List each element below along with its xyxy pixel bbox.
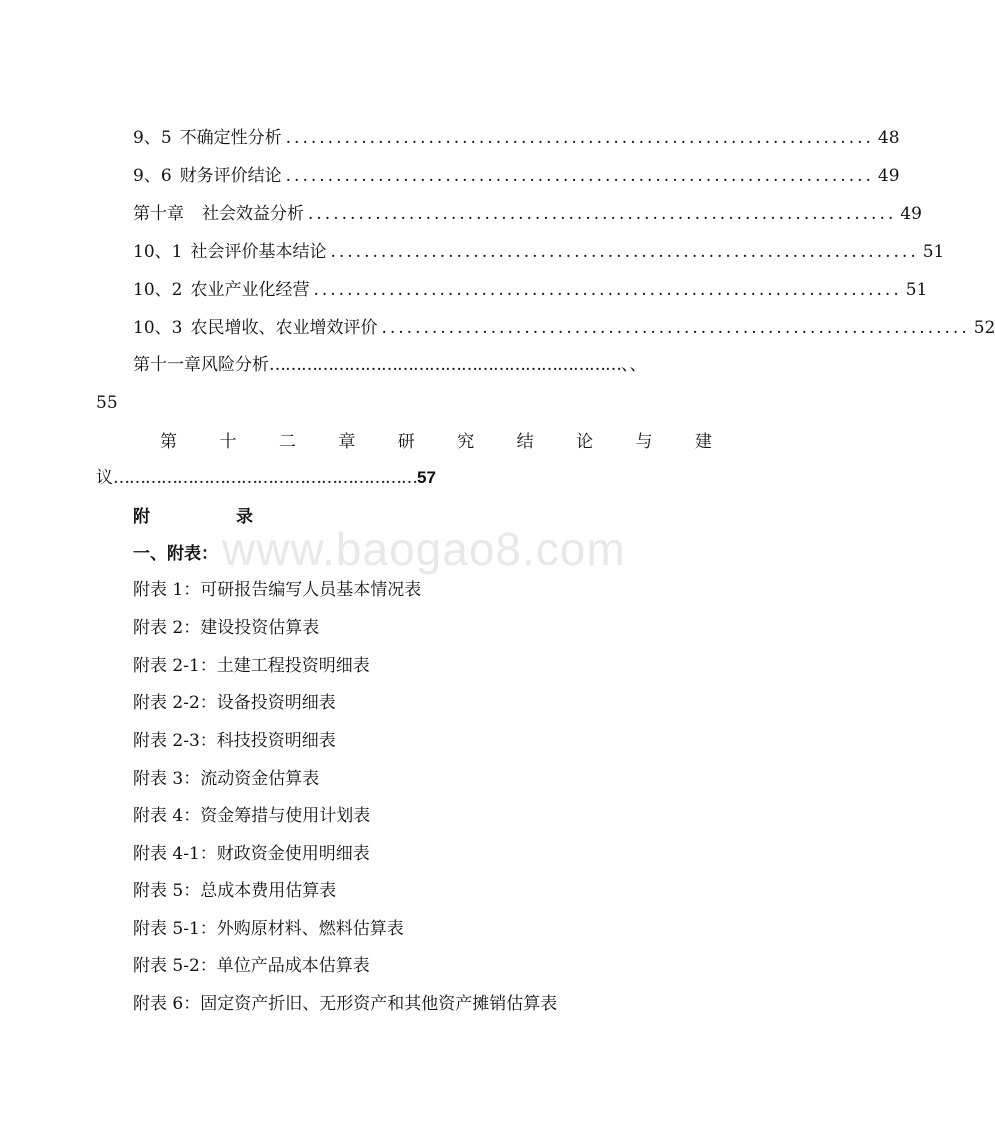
toc-page-number: 48 (877, 128, 900, 148)
toc-title: 社会效益分析 (202, 204, 304, 224)
toc-title-char: 建 (694, 432, 712, 452)
toc-entry[interactable] (133, 279, 928, 301)
toc-title: 农民增收、农业增效评价 (190, 318, 378, 338)
toc-leader: ...................................................................... (285, 128, 874, 148)
toc-title: 社会评价基本结论 (190, 242, 327, 262)
toc-leader: ...................................................................... (308, 204, 897, 224)
appendix-item[interactable]: 附表 4-1：财政资金使用明细表 (133, 844, 370, 864)
toc-entry[interactable] (133, 241, 945, 263)
watermark: www.baogao8.com (222, 523, 626, 575)
toc-page-number: 55 (96, 393, 118, 413)
toc-entry[interactable] (133, 127, 900, 149)
appendix-item[interactable]: 附表 2-2：设备投资明细表 (133, 693, 336, 713)
appendix-heading-right: 录 (236, 507, 253, 527)
toc-page-number: 51 (905, 280, 928, 300)
toc-title: 农业产业化经营 (190, 280, 310, 300)
toc-title-char: 研 (397, 432, 415, 452)
toc-title: 不确定性分析 (179, 128, 282, 148)
toc-leader: ...................................................................... (313, 280, 902, 300)
appendix-item[interactable]: 附表 5-1：外购原材料、燃料估算表 (133, 919, 404, 939)
toc-title-char: 结 (516, 432, 534, 452)
toc-title-char: 二 (278, 432, 296, 452)
appendix-item[interactable]: 附表 2-1：土建工程投资明细表 (133, 656, 370, 676)
toc-number: 9、5 (133, 128, 172, 148)
appendix-item[interactable]: 附表 2-3：科技投资明细表 (133, 731, 336, 751)
toc-title: 第十一章风险分析 (133, 355, 269, 375)
appendix-item[interactable]: 附表 4：资金筹措与使用计划表 (133, 806, 371, 826)
appendix-heading (133, 506, 253, 528)
toc-page-number: 57 (417, 468, 436, 487)
toc-entry[interactable] (133, 317, 995, 339)
toc-leader-tail: 、、 (621, 355, 647, 375)
toc-title-char: 章 (338, 432, 356, 452)
toc-entry[interactable] (133, 203, 922, 225)
appendix-item[interactable]: 附表 6：固定资产折旧、无形资产和其他资产摊销估算表 (133, 994, 558, 1014)
toc-title-char: 第 (160, 432, 177, 452)
appendix-item[interactable]: 附表 5：总成本费用估算表 (133, 881, 337, 901)
toc-number: 10、1 (133, 242, 183, 262)
toc-title-char: 与 (635, 432, 653, 452)
toc-page-number: 49 (900, 204, 922, 224)
toc-entry-chapter-12[interactable] (160, 431, 712, 453)
appendix-item[interactable]: 附表 1：可研报告编写人员基本情况表 (133, 580, 422, 600)
appendix-item[interactable]: 附表 3：流动资金估算表 (133, 769, 320, 789)
toc-number: 10、3 (133, 318, 183, 338)
appendix-item[interactable]: 附表 2：建设投资估算表 (133, 618, 320, 638)
toc-entry-chapter-11[interactable] (133, 354, 710, 376)
toc-leader: ………………………………………………………… (269, 355, 621, 375)
appendix-heading-left: 附 (133, 507, 150, 527)
appendix-section-title: 一、附表： (133, 544, 218, 564)
appendix-item[interactable]: 附表 5-2：单位产品成本估算表 (133, 956, 370, 976)
toc-title: 财务评价结论 (179, 166, 282, 186)
toc-title-char: 议 (96, 468, 113, 488)
toc-number: 第十章 (133, 204, 184, 224)
toc-page-number: 51 (922, 242, 945, 262)
toc-leader: ...................................................................... (381, 318, 970, 338)
toc-title-char: 究 (457, 432, 475, 452)
toc-title-char: 十 (219, 432, 237, 452)
toc-entry-chapter-12-cont[interactable] (96, 467, 436, 489)
toc-title-char: 论 (576, 432, 594, 452)
toc-leader: ...................................................................... (285, 166, 874, 186)
toc-entry[interactable] (133, 165, 900, 187)
toc-page-number: 52 (973, 318, 995, 338)
toc-leader: ………………………………………………… (113, 468, 417, 488)
toc-number: 9、6 (133, 166, 172, 186)
toc-leader: ...................................................................... (330, 242, 919, 262)
toc-number: 10、2 (133, 280, 183, 300)
toc-page-number: 49 (877, 166, 900, 186)
